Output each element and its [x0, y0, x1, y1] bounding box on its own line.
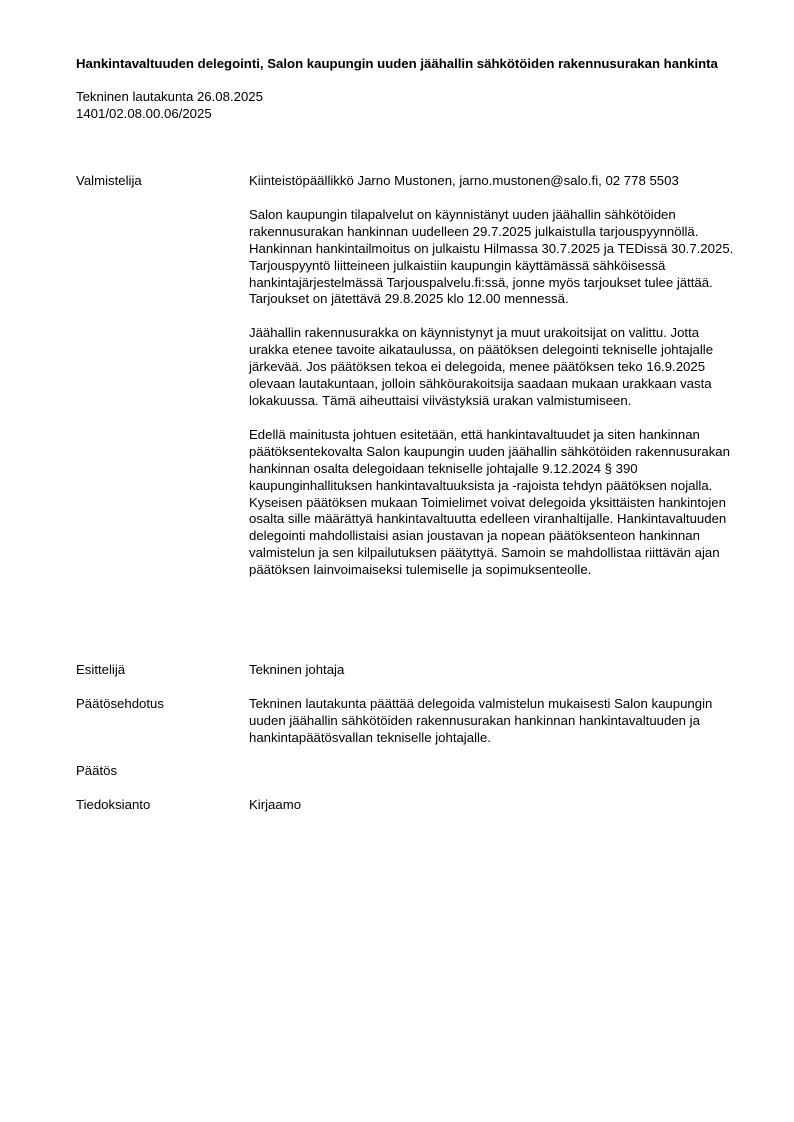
paatosehdotus-label: Päätösehdotus	[76, 696, 164, 711]
document-page	[76, 55, 746, 812]
esittelija-label: Esittelijä	[76, 662, 126, 677]
valmistelija-paragraph-1: Salon kaupungin tilapalvelut on käynnistänyt uuden jäähallin sähkötöiden rakennusurakan hankinnan uudelleen 29.7.2025 julkaistulla tarjouspyynnöllä. Hankinnan hankintailmoitus on julkaistu Hilmassa 30.7.2025 ja TEDissä 30.7.2025. Tarjouspyyntö liitteineen julkaistiin kaupungin käyttämässä sähköisessä hankintajärjestelmässä Tarjouspalvelu.fi:ssä, jonne myös tarjoukset tulee jättää. Tarjoukset on jätettävä 29.8.2025 klo 12.00 mennessä.	[249, 206, 734, 307]
valmistelija-paragraph-3: Edellä mainitusta johtuen esitetään, että hankintavaltuudet ja siten hankinnan päätöksentekovalta Salon kaupungin uuden jäähallin sähkötöiden rakennusurakan hankinnan osalta delegoidaan tekniselle johtajalle 9.12.2024 § 390 kaupunginhallituksen hankintavaltuuksista ja -rajoista tehdyn päätöksen nojalla. Kyseisen päätöksen mukaan Toimielimet voivat delegoida yksittäisten hankintojen osalta sille määrättyä hankintavaltuutta edelleen viranhaltijalle. Hankintavaltuuden delegointi mahdollistaisi asian joustavan ja nopean päätöksenteon hankinnan valmistelun ja sen kilpailutuksen päätyttyä. Samoin se mahdollistaa riittävän ajan päätöksen lainvoimaiseksi tulemiselle ja sopimuksenteolle.	[249, 426, 730, 578]
meeting-name: Tekninen lautakunta 26.08.2025	[76, 89, 263, 104]
document-title: Hankintavaltuuden delegointi, Salon kaupungin uuden jäähallin sähkötöiden rakennusurakan hankinta	[76, 56, 718, 71]
tiedoksianto-value: Kirjaamo	[249, 797, 302, 812]
valmistelija-paragraph-2: Jäähallin rakennusurakka on käynnistynyt ja muut urakoitsijat on valittu. Jotta urakka etenee tavoite aikataulussa, on päätöksen delegointi tekniselle johtajalle järkevää. Jos päätöksen tekoa ei delegoida, menee päätöksen teko 16.9.2025 olevaan lautakuntaan, jolloin sähköurakoitsija saadaan mukaan urakkaan vasta lokakuussa. Tämä aiheuttaisi viivästyksiä urakan valmistumiseen.	[249, 325, 714, 408]
tiedoksianto-label: Tiedoksianto	[76, 797, 151, 812]
paatos-label: Päätös	[76, 763, 118, 778]
valmistelija-label: Valmistelija	[76, 173, 142, 188]
paatosehdotus-value: Tekninen lautakunta päättää delegoida valmistelun mukaisesti Salon kaupungin uuden jäähallin sähkötöiden rakennusurakan hankinnan hankintavaltuuden ja hankintapäätösvallan tekniselle johtajalle.	[249, 696, 713, 745]
meeting-info	[76, 89, 746, 123]
valmistelija-content	[249, 173, 741, 596]
case-number: 1401/02.08.00.06/2025	[76, 105, 212, 121]
esittelija-value: Tekninen johtaja	[249, 662, 345, 677]
preparer-info: Kiinteistöpäällikkö Jarno Mustonen, jarno.mustonen@salo.fi, 02 778 5503	[249, 173, 679, 188]
